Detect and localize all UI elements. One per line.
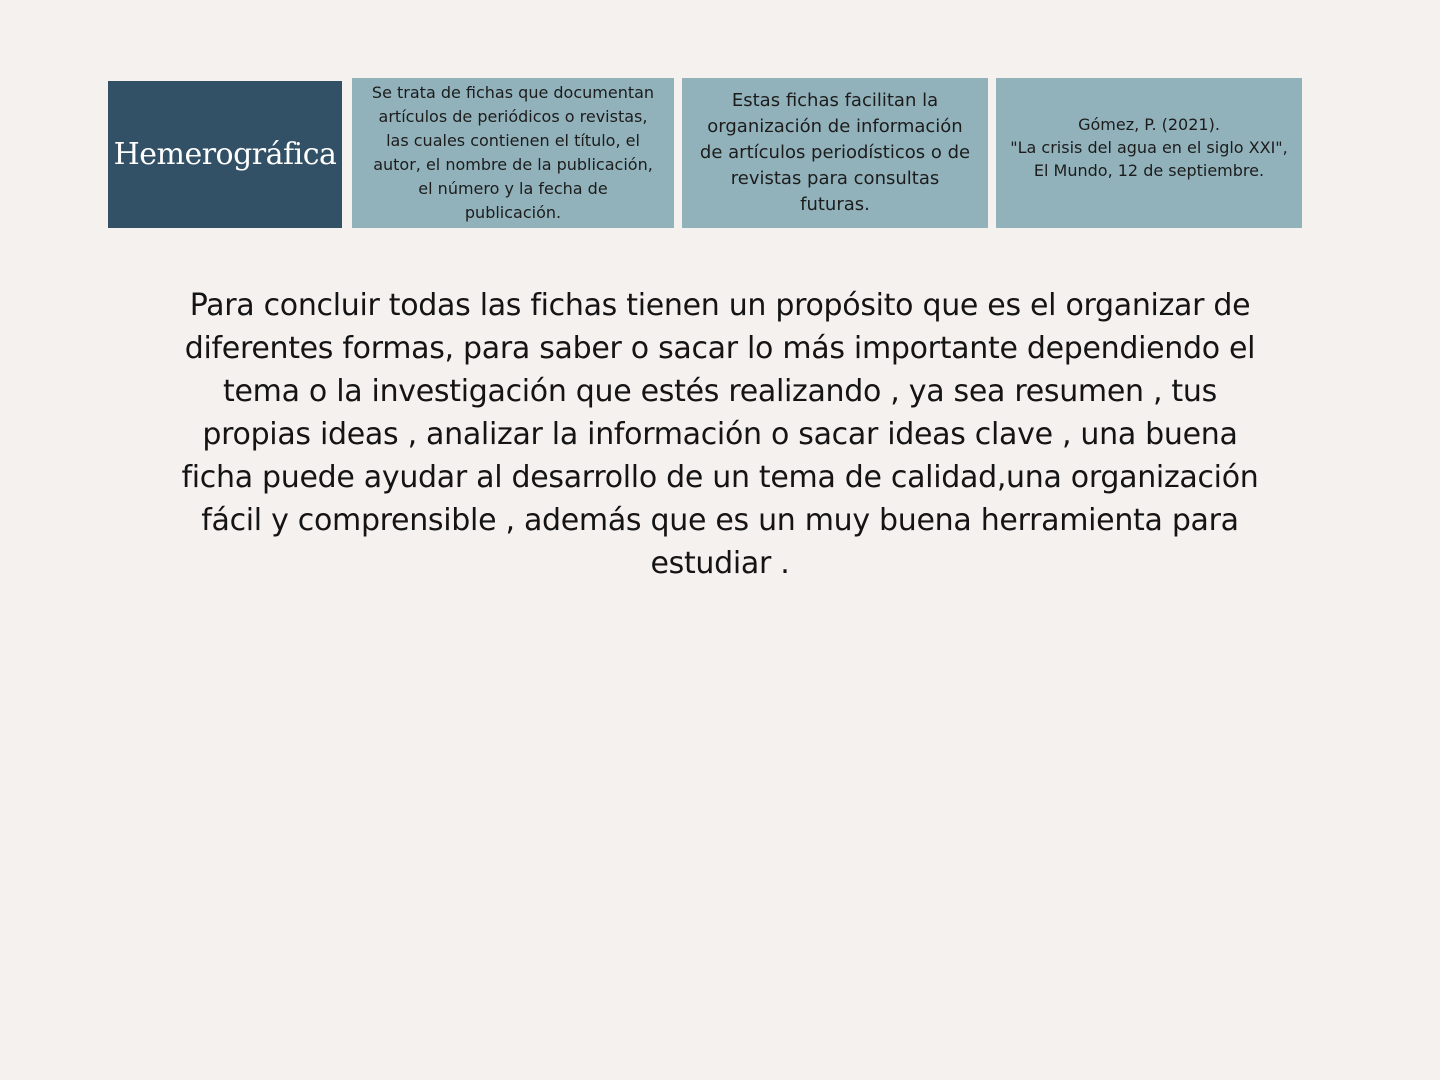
definition-text: Se trata de fichas que documentan artículos de periódicos o revistas, las cuales contienen el título, el autor, el nombre de la publicación, el número y la fecha de publicación. (371, 83, 655, 222)
definition-card (352, 78, 674, 228)
example-text: Gómez, P. (2021). "La crisis del agua en el siglo XXI", El Mundo, 12 de septiembre. (1010, 114, 1288, 180)
example-card (996, 78, 1302, 228)
fichas-row (0, 0, 1440, 240)
conclusion-paragraph: Para concluir todas las fichas tienen un propósito que es el organizar de diferentes formas, para saber o sacar lo más importante dependiendo el tema o la investigación que estés realizando , ya sea resumen , tus propias ideas , analizar la información o sacar ideas clave , una buena ficha puede ayudar al desarrollo de un tema de calidad,una organización fácil y comprensible , además que es un muy buena herramienta para estudiar . (181, 288, 1259, 581)
purpose-text: Estas fichas facilitan la organización de información de artículos periodísticos o de revistas para consultas futuras. (699, 90, 971, 215)
purpose-card (682, 78, 988, 228)
ficha-type-title: Hemerográfica (113, 137, 337, 172)
ficha-type-title-card (108, 81, 342, 228)
